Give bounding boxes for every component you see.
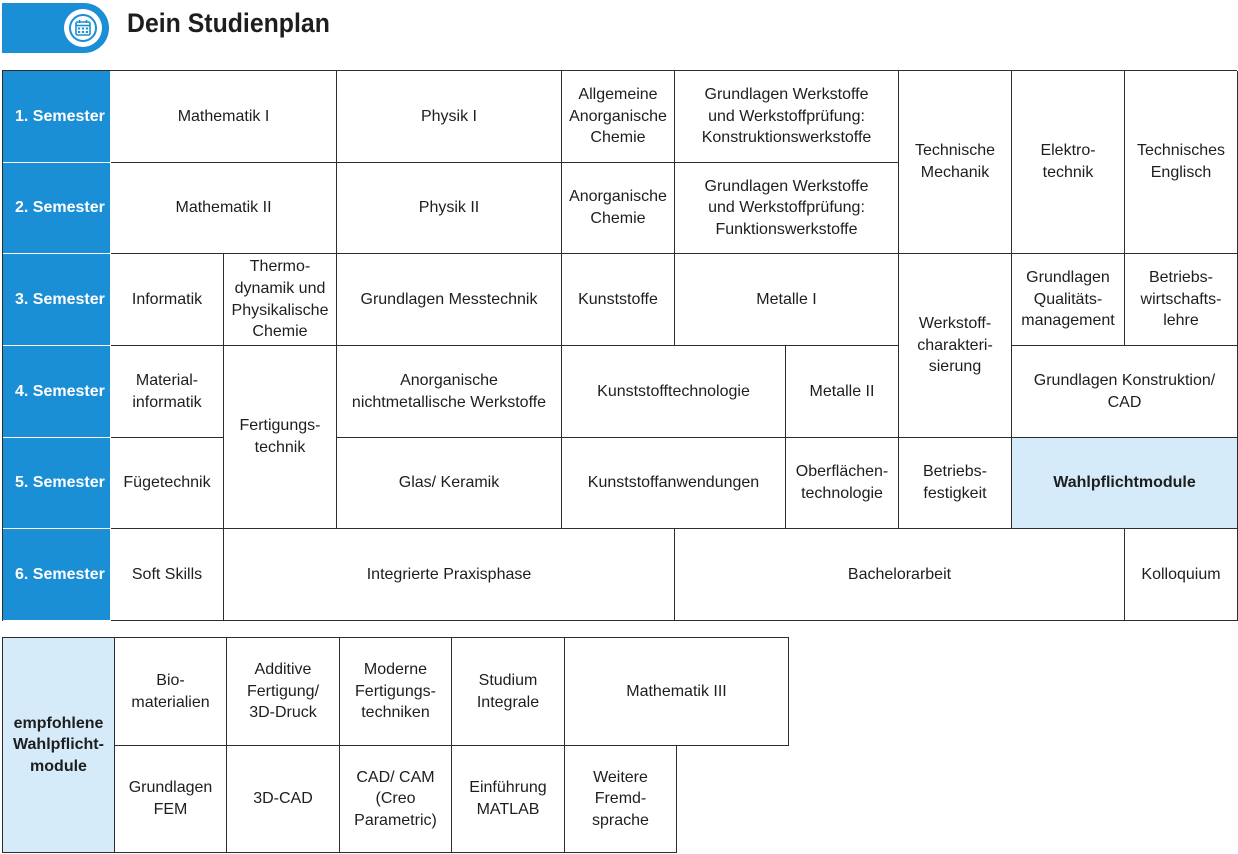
module-kunststofftechnologie: Kunststofftechnologie (562, 346, 786, 438)
module-physik-2: Physik II (337, 163, 562, 254)
module-allgemeine-chemie: Allgemeine Anorganische Chemie (562, 71, 675, 163)
module-physik-1: Physik I (337, 71, 562, 163)
module-technisches-englisch: Technisches Englisch (1125, 71, 1238, 254)
module-betriebsfestigkeit: Betriebs- festigkeit (899, 438, 1012, 529)
module-praxisphase: Integrierte Praxisphase (224, 529, 675, 621)
elective-3d-cad: 3D-CAD (227, 746, 340, 853)
module-konstruktion-cad: Grundlagen Konstruktion/ CAD (1012, 346, 1238, 438)
semester-label-5: 5. Semester (3, 438, 111, 529)
elective-biomaterialien: Bio- materialien (115, 638, 227, 746)
elective-studium-integrale: Studium Integrale (452, 638, 565, 746)
module-metalle-2: Metalle II (786, 346, 899, 438)
module-werkstoffcharakterisierung: Werkstoff- charakteri- sierung (899, 254, 1012, 438)
page-title: Dein Studienplan (127, 8, 330, 38)
module-informatik: Informatik (111, 254, 224, 346)
module-fertigungstechnik: Fertigungs- technik (224, 346, 337, 529)
elective-cad-cam: CAD/ CAM (Creo Parametric) (340, 746, 452, 853)
module-soft-skills: Soft Skills (111, 529, 224, 621)
module-anorganische-werkstoffe: Anorganische nichtmetallische Werkstoffe (337, 346, 562, 438)
semester-label-2: 2. Semester (3, 163, 111, 254)
module-qualitaetsmanagement: Grundlagen Qualitäts- management (1012, 254, 1125, 346)
module-wahlpflichtmodule: Wahlpflichtmodule (1012, 438, 1238, 529)
module-metalle-1: Metalle I (675, 254, 899, 346)
elective-grundlagen-fem: Grundlagen FEM (115, 746, 227, 853)
module-messtechnik: Grundlagen Messtechnik (337, 254, 562, 346)
module-elektrotechnik: Elektro- technik (1012, 71, 1125, 254)
module-materialinformatik: Material- informatik (111, 346, 224, 438)
header-badge (2, 3, 109, 53)
module-kunststoffe: Kunststoffe (562, 254, 675, 346)
module-kolloquium: Kolloquium (1125, 529, 1238, 621)
module-fuegetechnik: Fügetechnik (111, 438, 224, 529)
calendar-icon (64, 9, 102, 47)
elective-matlab: Einführung MATLAB (452, 746, 565, 853)
elective-additive-fertigung: Additive Fertigung/ 3D-Druck (227, 638, 340, 746)
electives-heading: empfohlene Wahlpflicht- module (3, 638, 115, 853)
semester-label-4: 4. Semester (3, 346, 111, 438)
elective-grid (2, 637, 789, 853)
elective-fremdsprache: Weitere Fremd- sprache (565, 746, 677, 853)
module-anorganische-chemie: Anorganische Chemie (562, 163, 675, 254)
module-thermodynamik: Thermo- dynamik und Physikalische Chemie (224, 254, 337, 346)
module-technische-mechanik: Technische Mechanik (899, 71, 1012, 254)
semester-label-6: 6. Semester (3, 529, 111, 621)
elective-moderne-fertigung: Moderne Fertigungs- techniken (340, 638, 452, 746)
elective-mathematik-3: Mathematik III (565, 638, 789, 746)
study-plan-grid (2, 70, 1237, 621)
module-mathematik-2: Mathematik II (111, 163, 337, 254)
module-werkstoffe-funktion: Grundlagen Werkstoffe und Werkstoffprüfung: Funktionswerkstoffe (675, 163, 899, 254)
module-kunststoffanwendungen: Kunststoffanwendungen (562, 438, 786, 529)
semester-label-1: 1. Semester (3, 71, 111, 163)
module-werkstoffe-konstruktion: Grundlagen Werkstoffe und Werkstoffprüfung: Konstruktionswerkstoffe (675, 71, 899, 163)
module-glas-keramik: Glas/ Keramik (337, 438, 562, 529)
semester-label-3: 3. Semester (3, 254, 111, 346)
module-mathematik-1: Mathematik I (111, 71, 337, 163)
module-betriebswirtschaftslehre: Betriebs- wirtschafts- lehre (1125, 254, 1238, 346)
module-oberflaechentechnologie: Oberflächen- technologie (786, 438, 899, 529)
module-bachelorarbeit: Bachelorarbeit (675, 529, 1125, 621)
